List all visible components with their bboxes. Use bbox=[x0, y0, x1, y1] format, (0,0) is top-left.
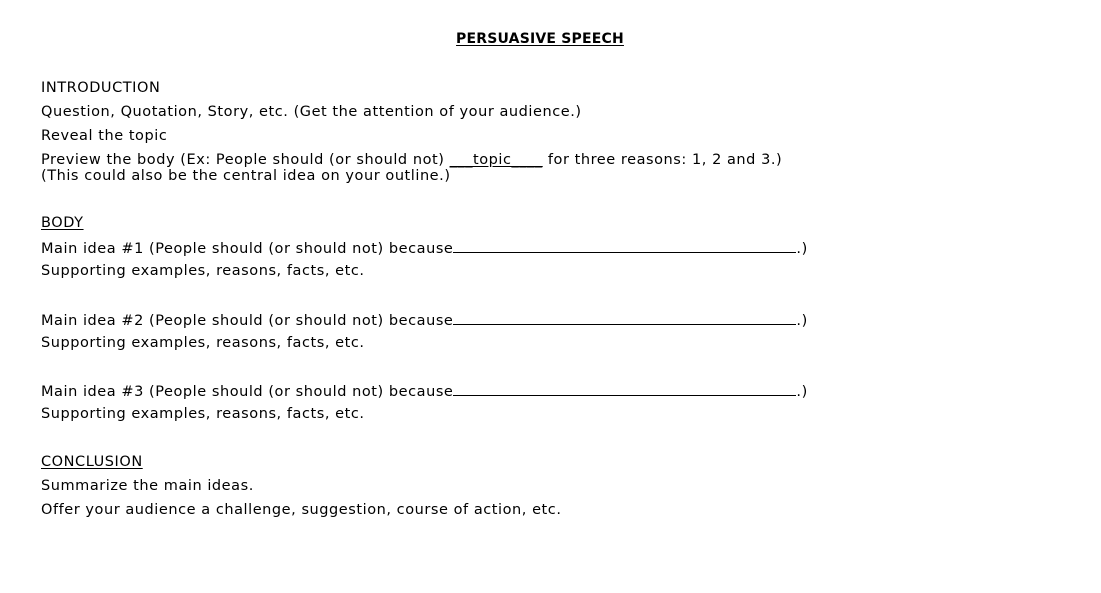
introduction-heading: INTRODUCTION bbox=[41, 80, 161, 96]
main-idea-1-suffix: .) bbox=[796, 241, 808, 257]
main-idea-3-support: Supporting examples, reasons, facts, etc. bbox=[41, 406, 365, 422]
main-idea-1-blank bbox=[453, 238, 796, 253]
conclusion-heading: CONCLUSION bbox=[41, 454, 143, 470]
main-idea-2-prefix: Main idea #2 (People should (or should not) because bbox=[41, 313, 454, 329]
main-idea-3-prefix: Main idea #3 (People should (or should not) because bbox=[41, 384, 454, 400]
introduction-reveal-topic-line: Reveal the topic bbox=[41, 128, 168, 144]
main-idea-1-prefix: Main idea #1 (People should (or should not) because bbox=[41, 241, 454, 257]
main-idea-2-support: Supporting examples, reasons, facts, etc. bbox=[41, 335, 365, 351]
main-idea-3-blank bbox=[453, 381, 796, 396]
main-idea-3-line bbox=[41, 381, 808, 401]
main-idea-2-blank bbox=[453, 310, 796, 325]
preview-prefix: Preview the body (Ex: People should (or should not) bbox=[41, 152, 450, 168]
body-heading: BODY bbox=[41, 215, 84, 231]
main-idea-2-line bbox=[41, 310, 808, 330]
main-idea-1-line bbox=[41, 238, 808, 258]
conclusion-summarize-line: Summarize the main ideas. bbox=[41, 478, 254, 494]
preview-suffix: for three reasons: 1, 2 and 3.) bbox=[542, 152, 783, 168]
main-idea-3-suffix: .) bbox=[796, 384, 808, 400]
introduction-central-idea-line: (This could also be the central idea on your outline.) bbox=[41, 168, 451, 184]
preview-topic-blank: ___topic____ bbox=[449, 152, 543, 168]
main-idea-2-suffix: .) bbox=[796, 313, 808, 329]
introduction-attention-line: Question, Quotation, Story, etc. (Get the attention of your audience.) bbox=[41, 104, 582, 120]
main-idea-1-support: Supporting examples, reasons, facts, etc. bbox=[41, 263, 365, 279]
conclusion-challenge-line: Offer your audience a challenge, suggestion, course of action, etc. bbox=[41, 502, 562, 518]
page-title: PERSUASIVE SPEECH bbox=[456, 31, 624, 47]
